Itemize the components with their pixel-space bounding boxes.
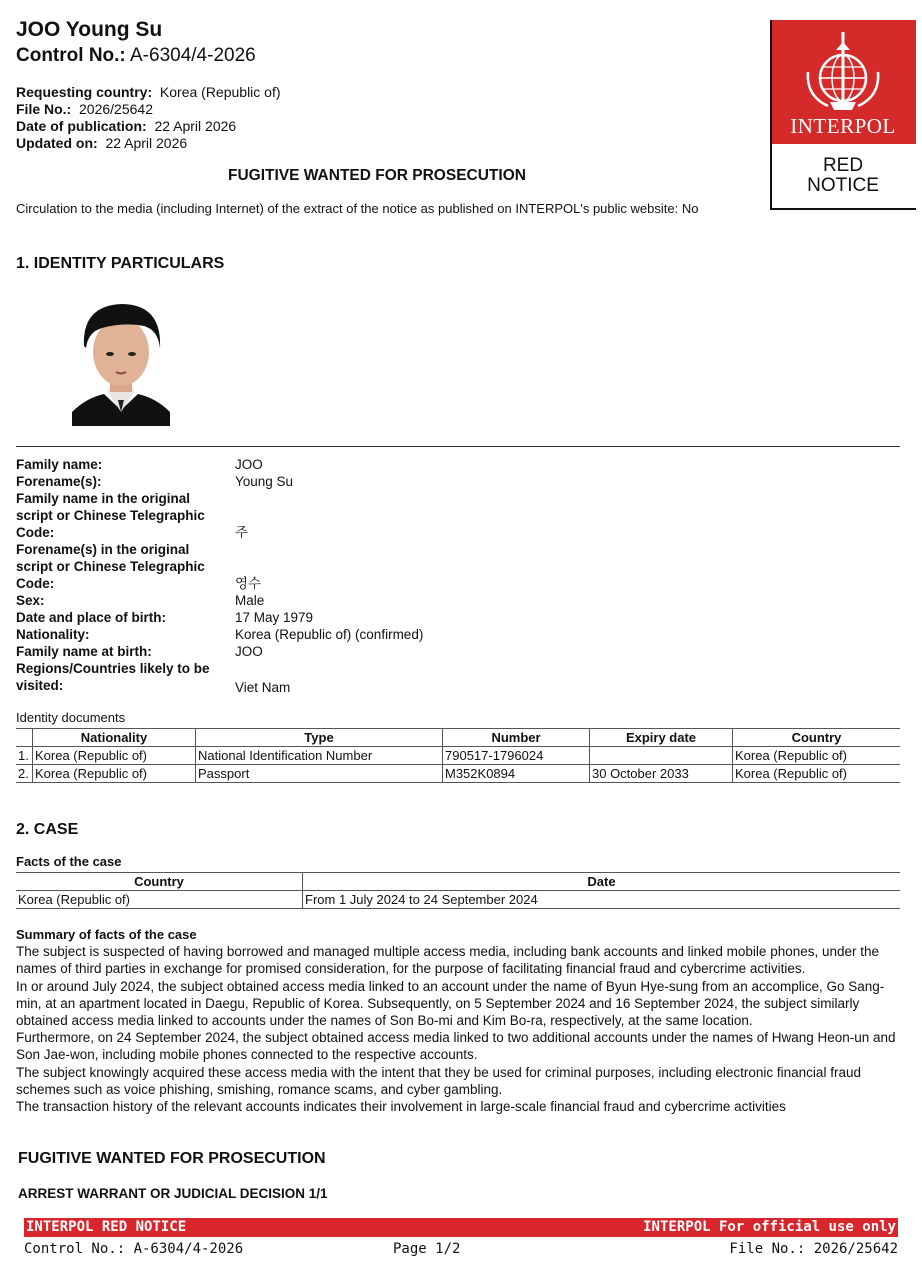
field-label: Forename(s) in the original script or Chinese Telegraphic Code: xyxy=(16,542,205,591)
control-value: A-6304/4-2026 xyxy=(130,45,256,66)
notice-title: FUGITIVE WANTED FOR PROSECUTION xyxy=(228,167,526,184)
field-value: Young Su xyxy=(235,474,294,489)
table-row xyxy=(16,747,900,765)
field-label: Date and place of birth: xyxy=(16,610,167,625)
facts-table xyxy=(16,872,900,909)
section-case-heading: 2. CASE xyxy=(16,821,79,838)
field-value: Male xyxy=(235,593,265,608)
table-cell: From 1 July 2024 to 24 September 2024 xyxy=(303,891,901,909)
logo-left-rule xyxy=(770,20,772,210)
interpol-emblem-box xyxy=(770,20,916,144)
field-label: Family name in the original script or Chinese Telegraphic Code: xyxy=(16,491,205,540)
column-header: Date xyxy=(303,873,901,891)
case-summary xyxy=(16,926,902,1115)
field-value: Viet Nam xyxy=(235,680,291,695)
bottom-notice-title: FUGITIVE WANTED FOR PROSECUTION xyxy=(18,1150,326,1167)
identity-documents-heading: Identity documents xyxy=(16,710,126,725)
table-cell: Korea (Republic of) xyxy=(16,891,303,909)
file-no-label: File No.: xyxy=(16,101,72,117)
field-label: Sex: xyxy=(16,593,45,608)
publication-date: 22 April 2026 xyxy=(154,118,237,134)
table-cell: National Identification Number xyxy=(196,747,443,765)
column-header: Expiry date xyxy=(590,729,733,747)
footer-control-number: Control No.: A-6304/4-2026 xyxy=(24,1241,244,1257)
table-cell: Korea (Republic of) xyxy=(33,765,196,783)
interpol-wordmark: INTERPOL xyxy=(790,114,896,138)
table-cell: Korea (Republic of) xyxy=(733,747,901,765)
summary-paragraph: In or around July 2024, the subject obtained access media linked to an account under the name of Byun Hye-sung from an accomplice, Go Sang-min, at an apartment located in Daegu, Republic of Korea. Subsequently, on 5 September 2024 and 16 September 2024, the subject similarly obtained access media linked to accounts under the names of Son Bo-mi and Kim Bo-ra, respectively, at the same location. xyxy=(16,978,885,1029)
table-row xyxy=(16,891,900,909)
logo-bottom-rule xyxy=(770,208,916,210)
field-label: Nationality: xyxy=(16,627,90,642)
table-cell: Korea (Republic of) xyxy=(733,765,901,783)
field-label: Regions/Countries likely to be visited: xyxy=(16,661,210,693)
portrait-image xyxy=(72,300,170,426)
summary-paragraph: The transaction history of the relevant accounts indicates their involvement in large-scale financial fraud and cybercrime activities xyxy=(16,1099,786,1115)
footer-red-bar xyxy=(24,1218,898,1237)
summary-paragraph: The subject is suspected of having borrowed and managed multiple access media, including bank accounts and linked mobile phones, under the names of third parties in exchange for promised consideration, for the purpose of facilitating financial fraud and cybercrime activities. xyxy=(16,944,880,977)
red-notice-line2: NOTICE xyxy=(807,175,879,196)
table-cell: 30 October 2033 xyxy=(590,765,733,783)
publication-label: Date of publication: xyxy=(16,118,147,134)
field-value: 17 May 1979 xyxy=(235,610,314,625)
footer-official-use: INTERPOL For official use only xyxy=(643,1219,896,1235)
table-cell: Korea (Republic of) xyxy=(33,747,196,765)
updated-label: Updated on: xyxy=(16,135,98,151)
file-no: 2026/25642 xyxy=(79,101,153,117)
column-header: Type xyxy=(196,729,443,747)
red-notice-line1: RED xyxy=(822,155,864,176)
column-header: Nationality xyxy=(33,729,196,747)
footer-page-number: Page 1/2 xyxy=(393,1241,461,1257)
table-header-row xyxy=(16,873,900,891)
table-row xyxy=(16,765,900,783)
subject-photo xyxy=(72,300,170,426)
field-value: Korea (Republic of) (confirmed) xyxy=(235,627,424,642)
identity-documents-table xyxy=(16,728,900,783)
field-value: 주 xyxy=(235,525,249,540)
table-cell: 1. xyxy=(16,747,33,765)
section-identity-heading: 1. IDENTITY PARTICULARS xyxy=(16,255,225,272)
control-label: Control No.: xyxy=(16,45,126,66)
field-value: JOO xyxy=(235,457,263,472)
table-header-row xyxy=(16,729,900,747)
table-cell xyxy=(590,747,733,765)
column-header: Number xyxy=(443,729,590,747)
table-cell: Passport xyxy=(196,765,443,783)
arrest-warrant-label: ARREST WARRANT OR JUDICIAL DECISION 1/1 xyxy=(18,1186,328,1201)
requesting-country-label: Requesting country: xyxy=(16,84,153,100)
field-label: Family name at birth: xyxy=(16,644,152,659)
red-notice-label xyxy=(770,156,916,196)
facts-heading: Facts of the case xyxy=(16,854,122,869)
field-value: 영수 xyxy=(235,576,262,591)
footer-notice-label: INTERPOL RED NOTICE xyxy=(26,1219,187,1235)
footer-file-number: File No.: 2026/25642 xyxy=(729,1241,898,1257)
column-header: Country xyxy=(733,729,901,747)
field-label: Family name: xyxy=(16,457,103,472)
summary-paragraph: The subject knowingly acquired these access media with the intent that they be used for criminal purposes, including electronic financial fraud schemes such as voice phishing, smishing, romance scams, and cyber gambling. xyxy=(16,1064,861,1097)
column-header xyxy=(16,729,33,747)
requesting-country: Korea (Republic of) xyxy=(159,84,281,100)
table-cell: M352K0894 xyxy=(443,765,590,783)
subject-name: JOO Young Su xyxy=(16,18,163,41)
interpol-logo xyxy=(770,20,916,210)
circulation-statement: Circulation to the media (including Internet) of the extract of the notice as published on INTERPOL's public website: No xyxy=(16,201,699,216)
interpol-globe-icon xyxy=(770,20,916,114)
control-number xyxy=(16,45,256,67)
column-header: Country xyxy=(16,873,303,891)
summary-heading: Summary of facts of the case xyxy=(16,927,197,942)
field-value: JOO xyxy=(235,644,263,659)
summary-paragraph: Furthermore, on 24 September 2024, the subject obtained access media linked to two additional accounts under the names of Hwang Heon-un and Son Jae-won, including mobile phones connected to the respective accounts. xyxy=(16,1030,896,1063)
divider xyxy=(16,446,900,447)
field-label: Forename(s): xyxy=(16,474,102,489)
table-cell: 2. xyxy=(16,765,33,783)
table-cell: 790517-1796024 xyxy=(443,747,590,765)
updated-date: 22 April 2026 xyxy=(105,135,188,151)
notice-metadata xyxy=(16,84,281,152)
